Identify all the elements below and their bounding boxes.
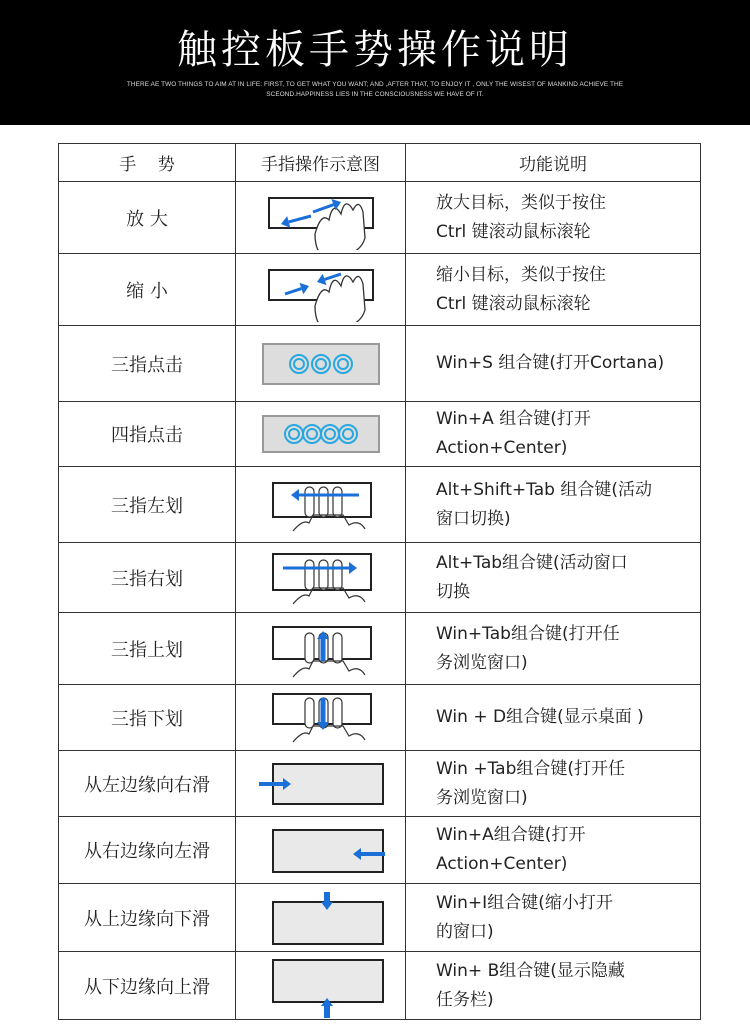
three-finger-swipe-down-icon bbox=[251, 686, 391, 750]
gesture-name: 从左边缘向右滑 bbox=[59, 751, 236, 817]
gesture-diagram bbox=[236, 254, 406, 326]
table-row bbox=[59, 613, 701, 685]
gesture-name: 四指点击 bbox=[59, 402, 236, 467]
table-row bbox=[59, 952, 701, 1020]
description-line-1: Alt+Tab组合键(活动窗口 bbox=[436, 552, 628, 573]
three-finger-tap-icon bbox=[251, 332, 391, 396]
gesture-diagram bbox=[236, 884, 406, 952]
gesture-diagram bbox=[236, 326, 406, 402]
function-description bbox=[406, 467, 701, 543]
page-subtitle: THERE AE TWO THINGS TO AIM AT IN LIFE: FIRST, TO GET WHAT YOU WANT; AND ,AFTER THAT, TO ENJOY IT , ONLY THE WISEST OF MANKIND ACHIEVE THE SCEOND.HAPPINESS LIES IN THE CONSCIOUSNESS WE HAVE OF IT. bbox=[126, 81, 624, 98]
header-diagram: 手指操作示意图 bbox=[236, 144, 406, 182]
gesture-name: 三指上划 bbox=[59, 613, 236, 685]
description-line-2: Ctrl 键滚动鼠标滚轮 bbox=[436, 293, 591, 314]
table-row bbox=[59, 467, 701, 543]
table-row bbox=[59, 326, 701, 402]
description-line-2: Ctrl 键滚动鼠标滚轮 bbox=[436, 221, 591, 242]
gesture-name: 缩 小 bbox=[59, 254, 236, 326]
gesture-diagram bbox=[236, 182, 406, 254]
swipe-from-top-edge-icon bbox=[251, 886, 391, 950]
gesture-diagram bbox=[236, 613, 406, 685]
three-finger-swipe-right-icon bbox=[251, 546, 391, 610]
swipe-from-right-edge-icon bbox=[251, 818, 391, 882]
function-description bbox=[406, 613, 701, 685]
gesture-diagram bbox=[236, 817, 406, 884]
zoom-out-diagram-icon bbox=[251, 258, 391, 322]
header-function: 功能说明 bbox=[406, 144, 701, 182]
description-line-1: Win+A组合键(打开 bbox=[436, 825, 586, 845]
gesture-name: 从下边缘向上滑 bbox=[59, 952, 236, 1020]
gesture-name: 三指下划 bbox=[59, 685, 236, 751]
three-finger-swipe-left-icon bbox=[251, 473, 391, 537]
function-description bbox=[406, 254, 701, 326]
gesture-name: 从上边缘向下滑 bbox=[59, 884, 236, 952]
header-gesture: 手 势 bbox=[59, 144, 236, 182]
gesture-name: 三指左划 bbox=[59, 467, 236, 543]
gesture-name: 三指点击 bbox=[59, 326, 236, 402]
description-line-2: 切换 bbox=[436, 581, 470, 602]
table-row bbox=[59, 685, 701, 751]
function-description bbox=[406, 326, 701, 402]
description-line-1: Alt+Shift+Tab 组合键(活动 bbox=[436, 479, 652, 500]
gesture-diagram bbox=[236, 952, 406, 1020]
table-row bbox=[59, 254, 701, 326]
description-line-1: 放大目标，类似于按住 bbox=[436, 192, 606, 213]
swipe-from-left-edge-icon bbox=[251, 752, 391, 816]
description-line-1: Win+I组合键(缩小打开 bbox=[436, 892, 613, 913]
table-row bbox=[59, 884, 701, 952]
description-line-1: Win+S 组合键(打开Cortana) bbox=[436, 353, 665, 373]
gesture-diagram bbox=[236, 402, 406, 467]
header-banner bbox=[0, 0, 750, 125]
page-title: 触控板手势操作说明 bbox=[177, 27, 573, 73]
gesture-diagram bbox=[236, 467, 406, 543]
gesture-name: 从右边缘向左滑 bbox=[59, 817, 236, 884]
description-line-2: Action+Center) bbox=[436, 438, 568, 458]
description-line-2: 务浏览窗口) bbox=[436, 652, 528, 673]
description-line-1: Win + D组合键(显示桌面 ) bbox=[436, 707, 644, 727]
swipe-from-bottom-edge-icon bbox=[251, 954, 391, 1018]
function-description bbox=[406, 543, 701, 613]
gesture-name: 放 大 bbox=[59, 182, 236, 254]
function-description bbox=[406, 817, 701, 884]
description-line-1: Win +Tab组合键(打开任 bbox=[436, 758, 625, 779]
gesture-diagram bbox=[236, 685, 406, 751]
function-description bbox=[406, 884, 701, 952]
description-line-1: 缩小目标，类似于按住 bbox=[436, 264, 606, 285]
function-description bbox=[406, 402, 701, 467]
four-finger-tap-icon bbox=[251, 402, 391, 466]
function-description bbox=[406, 182, 701, 254]
function-description bbox=[406, 751, 701, 817]
table-row bbox=[59, 402, 701, 467]
zoom-in-diagram-icon bbox=[251, 186, 391, 250]
description-line-2: 任务栏) bbox=[436, 989, 494, 1010]
table-row bbox=[59, 751, 701, 817]
description-line-2: Action+Center) bbox=[436, 854, 568, 874]
description-line-1: Win+ B组合键(显示隐藏 bbox=[436, 960, 625, 981]
description-line-2: 窗口切换) bbox=[436, 508, 511, 529]
table-header-row bbox=[59, 144, 701, 182]
gesture-diagram bbox=[236, 751, 406, 817]
table-row bbox=[59, 817, 701, 884]
description-line-1: Win+A 组合键(打开 bbox=[436, 409, 591, 429]
description-line-1: Win+Tab组合键(打开任 bbox=[436, 623, 620, 644]
description-line-2: 的窗口) bbox=[436, 921, 494, 942]
gesture-diagram bbox=[236, 543, 406, 613]
gesture-table bbox=[58, 143, 701, 1020]
table-row bbox=[59, 543, 701, 613]
three-finger-swipe-up-icon bbox=[251, 617, 391, 681]
table-row bbox=[59, 182, 701, 254]
gesture-name: 三指右划 bbox=[59, 543, 236, 613]
function-description bbox=[406, 952, 701, 1020]
function-description bbox=[406, 685, 701, 751]
description-line-2: 务浏览窗口) bbox=[436, 787, 528, 808]
